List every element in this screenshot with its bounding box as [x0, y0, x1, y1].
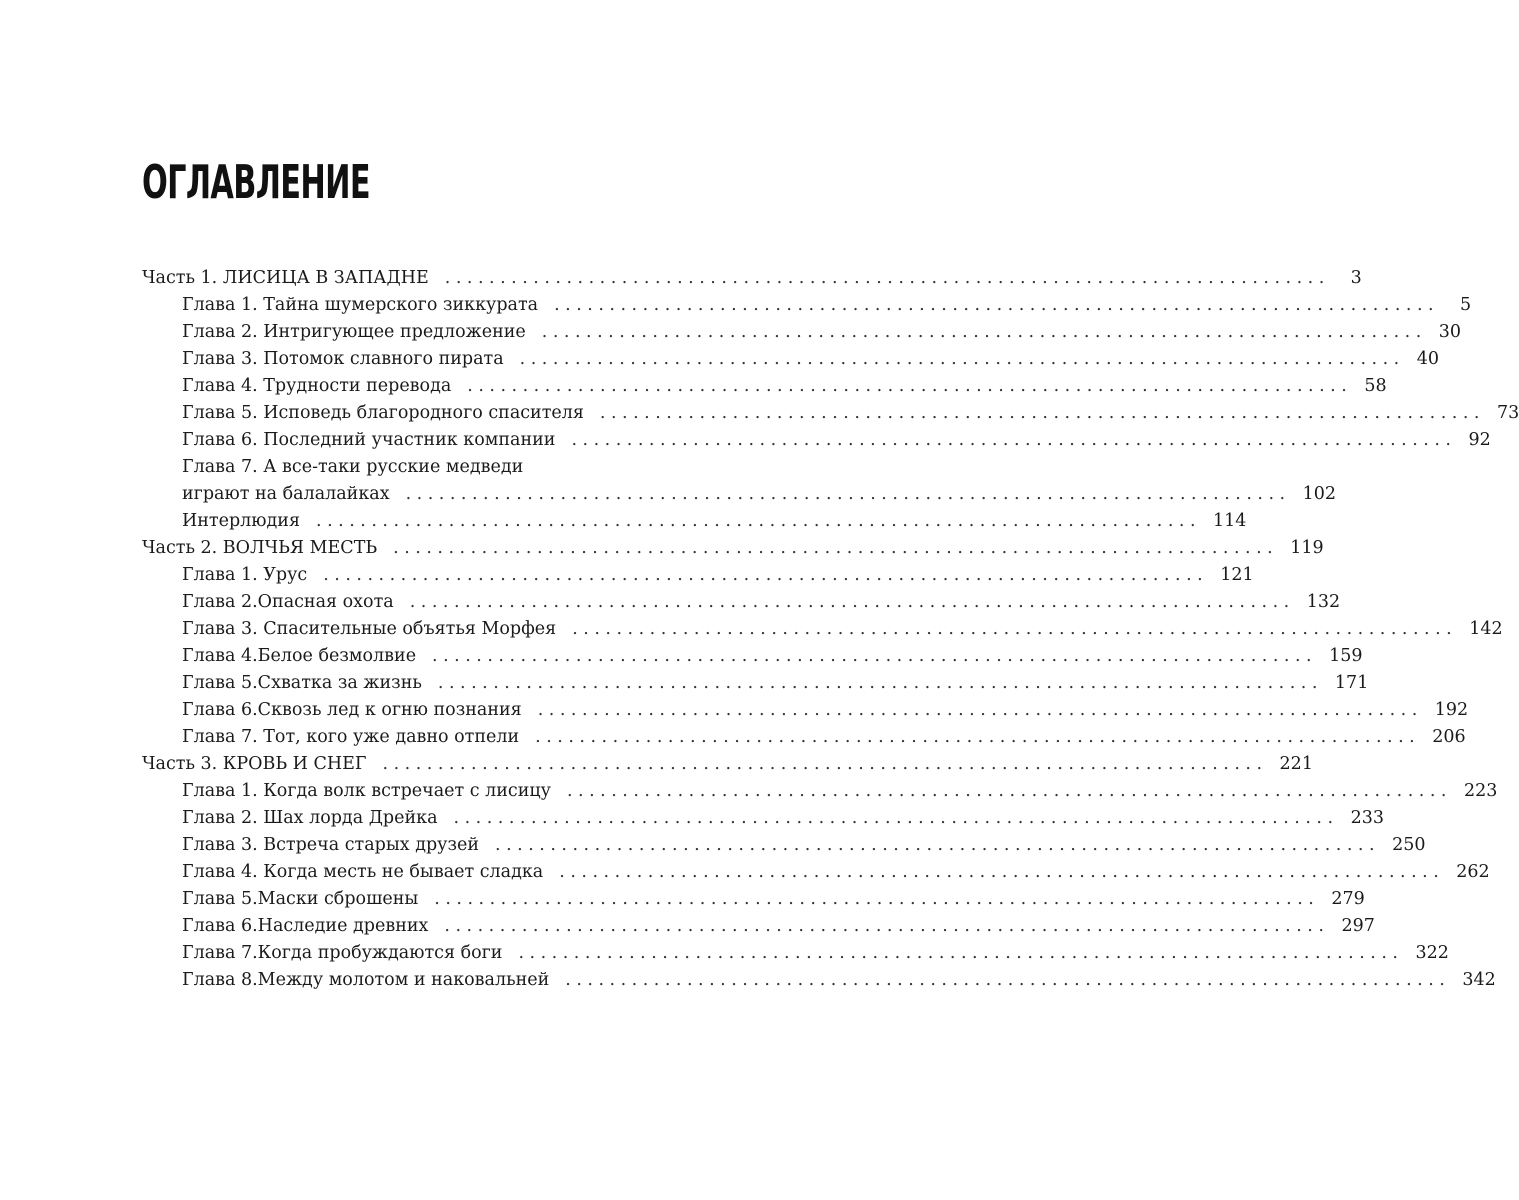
dot-leader: ................................................................................ [323, 565, 1209, 585]
dot-leader: ................................................................................ [393, 538, 1279, 558]
entry-title: Глава 5.Маски сброшены [182, 889, 419, 909]
dot-leader: ................................................................................ [453, 808, 1339, 828]
page-number: 322 [1415, 943, 1449, 963]
page-number: 40 [1416, 349, 1439, 369]
entry-title: Интерлюдия [182, 511, 300, 531]
dot-leader: ................................................................................ [495, 835, 1381, 855]
dot-leader: ................................................................................ [432, 646, 1318, 666]
page-number: 73 [1496, 403, 1519, 423]
entry-title: Глава 1. Когда волк встречает с лисицу [182, 781, 551, 801]
entry-title: Глава 4. Когда месть не бывает сладка [182, 862, 544, 882]
entry-title: Глава 5.Схватка за жизнь [182, 673, 422, 693]
dot-leader: ................................................................................ [405, 484, 1291, 504]
dot-leader: ................................................................................ [467, 376, 1353, 396]
dot-leader: ................................................................................ [444, 268, 1330, 288]
toc-chapter-entry [142, 670, 1369, 697]
entry-title: Часть 2. ВОЛЧЬЯ МЕСТЬ [142, 538, 378, 558]
entry-title: Глава 7.Когда пробуждаются боги [182, 943, 503, 963]
toc-chapter-entry [142, 427, 1491, 454]
toc-chapter-entry [142, 454, 758, 481]
dot-leader: ................................................................................ [316, 511, 1202, 531]
toc-chapter-entry [142, 805, 1384, 832]
toc-chapter-entry [142, 616, 1503, 643]
toc-chapter-entry [142, 832, 1426, 859]
toc-chapter-entry [142, 292, 1472, 319]
dot-leader: ................................................................................ [518, 943, 1404, 963]
page-number: 221 [1279, 754, 1313, 774]
page-title: ОГЛАВЛЕНИЕ [142, 155, 370, 209]
entry-title: Глава 5. Исповедь благородного спасителя [182, 403, 584, 423]
page-number: 58 [1364, 376, 1387, 396]
entry-title: Глава 2.Опасная охота [182, 592, 394, 612]
entry-title: Глава 7. А все-таки русские медведи [182, 457, 524, 477]
page-number: 279 [1331, 889, 1365, 909]
dot-leader: ................................................................................ [571, 430, 1457, 450]
entry-title: Глава 6.Сквозь лед к огню познания [182, 700, 522, 720]
page-number: 223 [1463, 781, 1498, 801]
dot-leader: ................................................................................ [541, 322, 1427, 342]
page-number: 3 [1350, 268, 1362, 288]
page-number: 297 [1341, 916, 1375, 936]
page-number: 262 [1456, 862, 1490, 882]
entry-title: Часть 3. КРОВЬ И СНЕГ [142, 754, 367, 774]
page-number: 171 [1334, 673, 1369, 693]
page-number: 206 [1432, 727, 1466, 747]
entry-title: Глава 1. Урус [182, 565, 308, 585]
page-number: 102 [1302, 484, 1337, 504]
entry-title: Глава 2. Шах лорда Дрейка [182, 808, 438, 828]
toc-chapter-entry [142, 913, 1375, 940]
dot-leader: ................................................................................ [599, 403, 1485, 423]
table-of-contents [142, 265, 1519, 994]
dot-leader: ................................................................................ [559, 862, 1445, 882]
dot-leader: ................................................................................ [537, 700, 1423, 720]
toc-chapter-entry [142, 562, 1254, 589]
page-number: 233 [1350, 808, 1384, 828]
toc-chapter-entry [142, 508, 1247, 535]
dot-leader: ................................................................................ [434, 889, 1320, 909]
toc-chapter-entry [142, 967, 1496, 994]
entry-title: Часть 1. ЛИСИЦА В ЗАПАДНЕ [142, 268, 429, 288]
page-number: 92 [1468, 430, 1491, 450]
dot-leader: ................................................................................ [409, 592, 1295, 612]
page-number: 114 [1213, 511, 1247, 531]
toc-chapter-entry [142, 481, 1337, 508]
dot-leader: ................................................................................ [444, 916, 1330, 936]
page-number: 121 [1220, 565, 1254, 585]
entry-title: играют на балалайках [182, 484, 390, 504]
dot-leader: ................................................................................ [437, 673, 1323, 693]
page-number: 119 [1290, 538, 1324, 558]
dot-leader: ................................................................................ [554, 295, 1440, 315]
entry-title: Глава 3. Встреча старых друзей [182, 835, 480, 855]
entry-title: Глава 7. Тот, кого уже давно отпели [182, 727, 520, 747]
toc-chapter-entry [142, 319, 1462, 346]
entry-title: Глава 4.Белое безмолвие [182, 646, 417, 666]
dot-leader: ................................................................................ [565, 970, 1451, 990]
page-number: 132 [1306, 592, 1341, 612]
entry-title: Глава 4. Трудности перевода [182, 376, 452, 396]
page-number: 5 [1459, 295, 1472, 315]
entry-title: Глава 6. Последний участник компании [182, 430, 556, 450]
page-number: 30 [1438, 322, 1462, 342]
toc-chapter-entry [142, 940, 1449, 967]
toc-chapter-entry [142, 859, 1490, 886]
dot-leader: ................................................................................ [535, 727, 1421, 747]
entry-title: Глава 8.Между молотом и наковальней [182, 970, 550, 990]
page-number: 250 [1392, 835, 1426, 855]
toc-chapter-entry [142, 724, 1466, 751]
dot-leader: ................................................................................ [566, 781, 1452, 801]
toc-chapter-entry [142, 373, 1387, 400]
dot-leader: ................................................................................ [572, 619, 1458, 639]
page-number: 142 [1469, 619, 1503, 639]
dot-leader: ................................................................................ [382, 754, 1268, 774]
page-number: 342 [1462, 970, 1496, 990]
toc-part-entry [142, 535, 1324, 562]
toc-chapter-entry [142, 589, 1341, 616]
page-number: 159 [1329, 646, 1363, 666]
toc-part-entry [142, 751, 1313, 778]
toc-chapter-entry [142, 886, 1365, 913]
dot-leader: ................................................................................ [519, 349, 1405, 369]
toc-chapter-entry [142, 697, 1469, 724]
toc-chapter-entry [142, 346, 1439, 373]
toc-chapter-entry [142, 778, 1498, 805]
page-number: 192 [1434, 700, 1469, 720]
toc-part-entry [142, 265, 1362, 292]
toc-chapter-entry [142, 643, 1363, 670]
entry-title: Глава 1. Тайна шумерского зиккурата [182, 295, 539, 315]
entry-title: Глава 2. Интригующее предложение [182, 322, 526, 342]
entry-title: Глава 3. Спасительные объятья Морфея [182, 619, 557, 639]
toc-chapter-entry [142, 400, 1519, 427]
entry-title: Глава 6.Наследие древних [182, 916, 429, 936]
entry-title: Глава 3. Потомок славного пирата [182, 349, 504, 369]
